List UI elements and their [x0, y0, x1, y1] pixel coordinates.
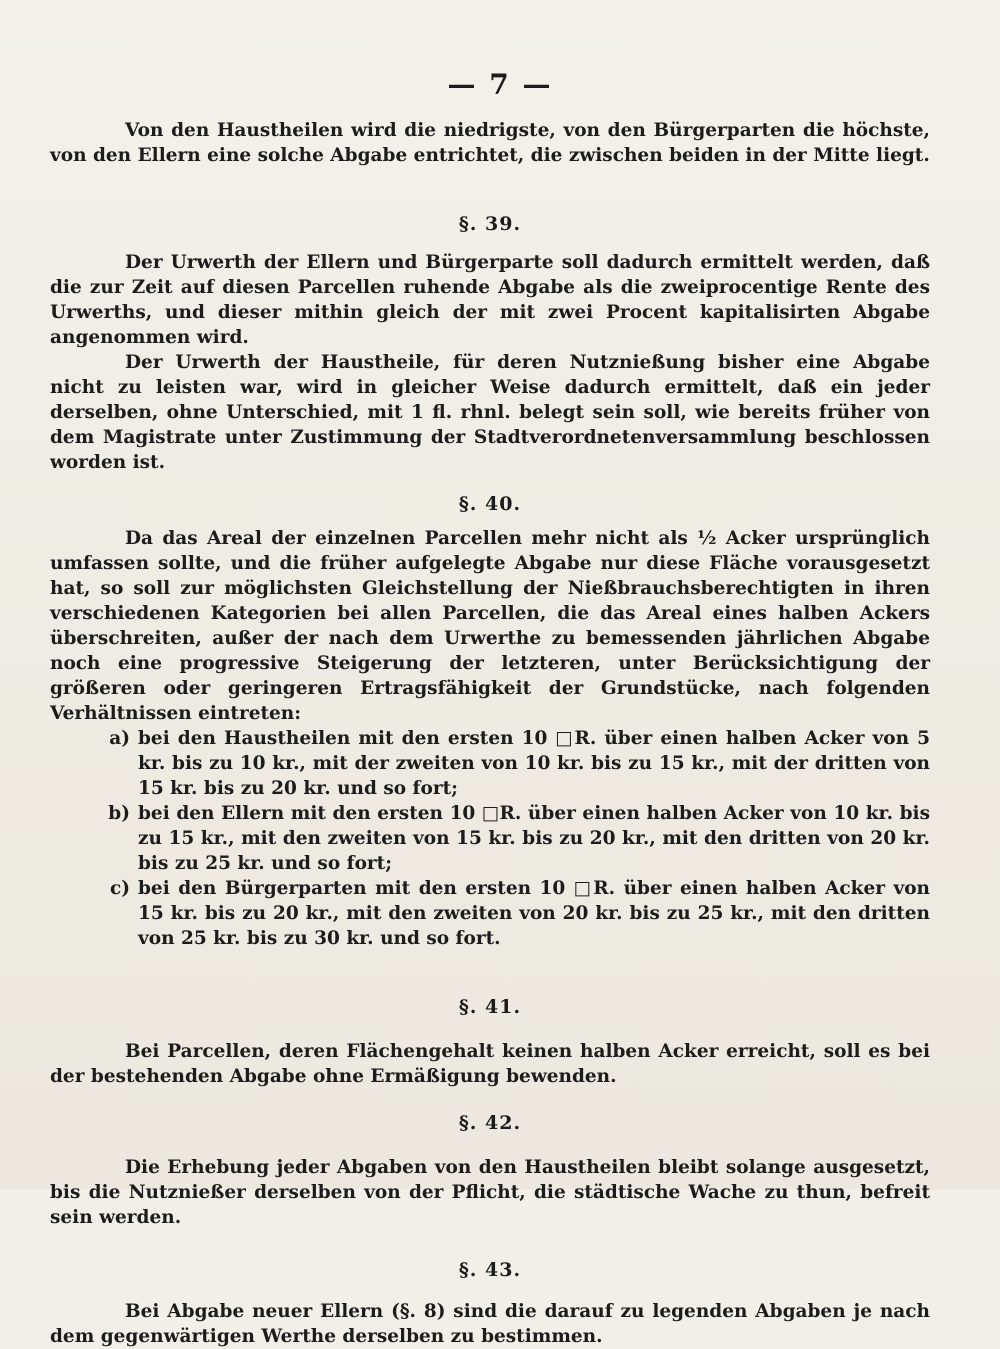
paragraph-41: Bei Parcellen, deren Flächengehalt keinen halben Acker erreicht, soll es bei der bestehenden Abgabe ohne Ermäßigung bewenden. [50, 1041, 930, 1087]
list-marker: c) [109, 878, 130, 899]
list-marker: a) [109, 728, 130, 749]
list-item-a [50, 726, 930, 801]
list-marker: b) [108, 803, 130, 824]
section-heading-39: §. 39. [458, 213, 522, 235]
paragraph-40: Da das Areal der einzelnen Parcellen mehr nicht als ½ Acker ursprünglich umfassen sollte, und die früher aufgelegte Abgabe nur diese Fläche vorausgesetzt hat, so soll zur möglichsten Gleichstellung der Nießbrauchsberechtigten in ihren verschiedenen Kategorien bei allen Parcellen, die das Areal eines halben Ackers überschreiten, außer der nach dem Urwerthe zu bemessenden jährlichen Abgabe noch eine progressive Steigerung der letzteren, unter Berücksichtigung der größeren oder geringeren Ertragsfähigkeit der Grundstücke, nach folgenden Verhältnissen eintreten: [50, 528, 930, 724]
section-heading-41: §. 41. [458, 996, 522, 1018]
section-heading-42: §. 42. [458, 1112, 522, 1134]
section-heading-43: §. 43. [458, 1259, 522, 1281]
list-item-c [50, 876, 930, 951]
list-text: bei den Bürgerparten mit den ersten 10 □R. über einen halben Acker von 15 kr. bis zu 20 kr., mit den zweiten von 20 kr. bis zu 25 kr., mit den dritten von 25 kr. bis zu 30 kr. und so fort. [138, 878, 930, 949]
paragraph-43: Bei Abgabe neuer Ellern (§. 8) sind die darauf zu legenden Abgaben je nach dem gegenwärtigen Werthe derselben zu bestimmen. [50, 1301, 930, 1347]
paragraph-42: Die Erhebung jeder Abgaben von den Haustheilen bleibt solange ausgesetzt, bis die Nutznießer derselben von der Pflicht, die städtische Wache zu thun, befreit sein werden. [50, 1157, 930, 1228]
page-body [50, 118, 930, 1349]
paragraph-39a: Der Urwerth der Ellern und Bürgerparte soll dadurch ermittelt werden, daß die zur Zeit auf diesen Parcellen ruhende Abgabe als die zweiprocentige Rente des Urwerths, und dieser mithin gleich der mit zwei Procent kapitalisirten Abgabe angenommen wird. [50, 252, 930, 348]
page-number: — 7 — [447, 68, 553, 101]
section-heading-40: §. 40. [458, 493, 522, 515]
paragraph-39b: Der Urwerth der Haustheile, für deren Nutznießung bisher eine Abgabe nicht zu leisten war, wird in gleicher Weise dadurch ermittelt, daß ein jeder derselben, ohne Unterschied, mit 1 fl. rhnl. belegt sein soll, wie bereits früher von dem Magistrate unter Zustimmung der Stadtverordnetenversammlung beschlossen worden ist. [50, 352, 930, 473]
list-text: bei den Haustheilen mit den ersten 10 □R. über einen halben Acker von 5 kr. bis zu 10 kr., mit der zweiten von 10 kr. bis zu 15 kr., mit der dritten von 15 kr. bis zu 20 kr. und so fort; [138, 728, 930, 799]
list-text: bei den Ellern mit den ersten 10 □R. über einen halben Acker von 10 kr. bis zu 15 kr., mit den zweiten von 15 kr. bis zu 20 kr., mit den dritten von 20 kr. bis zu 25 kr. und so fort; [138, 803, 930, 874]
list-item-b [50, 801, 930, 876]
paragraph-intro: Von den Haustheilen wird die niedrigste, von den Bürgerparten die höchste, von den Ellern eine solche Abgabe entrichtet, die zwischen beiden in der Mitte liegt. [50, 120, 930, 166]
